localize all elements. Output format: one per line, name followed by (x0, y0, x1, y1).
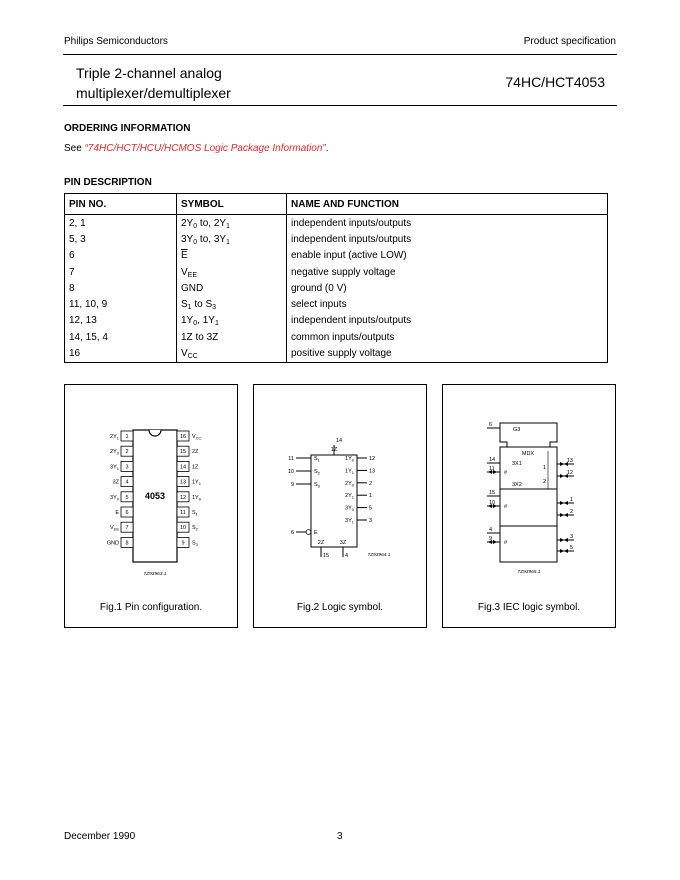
function-cell: independent inputs/outputs (287, 313, 608, 329)
column-header-function: NAME AND FUNCTION (287, 194, 608, 215)
table-row (65, 329, 608, 345)
document-title (76, 63, 231, 103)
pin-configuration-diagram (65, 385, 237, 627)
function-cell: positive supply voltage (287, 345, 608, 362)
arrow-mark (493, 540, 497, 544)
symbol-cell: $\overline{E}$ (177, 248, 287, 264)
pin-number: 13 (566, 458, 573, 464)
table-row (65, 231, 608, 247)
pin-label: $1Y_1$ (345, 468, 354, 475)
table-row (65, 248, 608, 264)
function-cell: negative supply voltage (287, 264, 608, 280)
pin-label: 1Z (192, 464, 199, 471)
pin-number: 12 (179, 494, 187, 501)
pin-number: 12 (369, 456, 376, 462)
pin-label: $S_3$ (192, 540, 198, 547)
arrow-mark (560, 549, 564, 553)
pin-number: 9 (181, 540, 185, 547)
pin-number: 10 (287, 469, 294, 475)
pin-number: 3 (569, 534, 573, 540)
function-cell: ground (0 V) (287, 280, 608, 296)
pin-number: 3 (125, 464, 129, 471)
control-label: G3 (513, 427, 521, 433)
pin-label: 2Z (317, 540, 325, 546)
pin-label: $2Y_0$ (345, 480, 354, 488)
pin-number: 2 (369, 480, 373, 487)
pin-label: $S_2$ (314, 469, 320, 476)
pin-cell: 8 (65, 280, 177, 296)
pin-number: 4 (345, 553, 349, 559)
header-rule (63, 54, 617, 55)
symbol-cell: $V_{CC}$ (177, 345, 287, 362)
pin-label: $S_3$ (314, 482, 320, 489)
pin-number: 5 (125, 494, 129, 501)
iec-symbol-diagram (443, 385, 615, 627)
pin-label: $S_1$ (192, 510, 198, 517)
header-company: Philips Semiconductors (64, 36, 168, 47)
ordering-text (64, 143, 329, 154)
pin-number: 15 (323, 553, 330, 559)
symbol-cell: $2Y_0$ to, $2Y_1$ (177, 215, 287, 232)
pin-label: $2Y_1$ (110, 434, 119, 441)
arrow-mark (564, 549, 568, 553)
pin-number: 6 (290, 530, 294, 536)
pin-cell: 2, 1 (65, 215, 177, 232)
pin-number: 1 (125, 434, 129, 440)
pin-label: E (314, 530, 318, 536)
function-cell: common inputs/outputs (287, 329, 608, 345)
pin-number: 11 (180, 510, 186, 516)
pin-number: 9 (290, 482, 294, 488)
arrow-mark (560, 474, 564, 478)
pin-number: 10 (489, 500, 496, 506)
pin-number: 15 (489, 490, 496, 496)
function-cell: independent inputs/outputs (287, 231, 608, 247)
pin-number: 13 (369, 468, 376, 475)
pin-description-table (64, 193, 608, 363)
arrow-mark (564, 538, 568, 542)
pin-label: 2Z (192, 449, 199, 456)
pin-cell: 7 (65, 264, 177, 280)
pin-label: $S_1$ (314, 456, 320, 463)
pin-cell: 6 (65, 248, 177, 264)
package-info-link[interactable]: “74HC/HCT/HCU/HCMOS Logic Package Information” (84, 143, 326, 154)
pin-number: 8 (125, 540, 129, 547)
symbol-cell: GND (177, 280, 287, 296)
title-rule (63, 105, 617, 106)
pin-number: 1 (369, 493, 373, 500)
pin-label: 3X2 (512, 482, 522, 488)
pin-number: 9 (489, 536, 493, 542)
pin-label: $2Y_1$ (345, 493, 354, 500)
table-row (65, 264, 608, 280)
table-header-row (65, 194, 608, 215)
pin-number: 5 (569, 545, 573, 551)
page-number: 3 (337, 831, 343, 842)
table-row (65, 296, 608, 312)
arrow-mark (560, 501, 564, 505)
pin-label: 1Z (330, 447, 338, 453)
title-line-1: Triple 2-channel analog (76, 65, 222, 81)
pin-number: 16 (179, 434, 187, 440)
pin-label: # (504, 504, 508, 510)
arrow-mark (560, 513, 564, 517)
pin-number: 7 (125, 525, 129, 532)
chip-label: 4053 (144, 491, 166, 501)
pin-label: GND (106, 540, 119, 547)
pin-number: 6 (489, 422, 493, 428)
header-doc-type: Product specification (523, 36, 616, 47)
pin-number: 4 (125, 479, 129, 486)
pin-cell: 11, 10, 9 (65, 296, 177, 312)
figure-iec-logic-symbol (442, 384, 616, 628)
pin-label: $S_2$ (192, 525, 198, 532)
pin-label: $V_{EE}$ (109, 525, 119, 532)
pin-number: 10 (179, 525, 187, 532)
figure-logic-symbol (253, 384, 427, 628)
pin-number: 12 (566, 470, 573, 476)
pin-number: 13 (179, 479, 187, 486)
symbol-cell: $S_1$ to $S_3$ (177, 296, 287, 312)
pin-number: 6 (125, 510, 129, 516)
pin-label: 1 (542, 465, 546, 471)
function-cell: independent inputs/outputs (287, 215, 608, 232)
arrow-mark (560, 538, 564, 542)
pin-cell: 14, 15, 4 (65, 329, 177, 345)
arrow-mark (564, 501, 568, 505)
control-block (500, 423, 557, 447)
figure-1-caption: Fig.1 Pin configuration. (99, 602, 203, 613)
pin-label: $2Y_0$ (110, 449, 119, 456)
pin-cell: 5, 3 (65, 231, 177, 247)
see-suffix: . (325, 143, 329, 154)
pin-label: 3X1 (512, 461, 522, 467)
pin-label: $V_{CC}$ (192, 434, 202, 441)
pin-label: 2 (542, 479, 546, 485)
pin-number: 3 (369, 518, 373, 524)
symbol-cell: $V_{EE}$ (177, 264, 287, 280)
pin-label: $1Y_0$ (192, 494, 201, 502)
pin-label: $1Y_1$ (192, 479, 201, 487)
pin-number: 14 (489, 457, 496, 463)
symbol-cell: $1Y_0$, $1Y_1$ (177, 313, 287, 329)
figure-pin-configuration (64, 384, 238, 628)
pin-number: 14 (336, 438, 343, 444)
package-notch (149, 430, 161, 436)
pin-number: 4 (489, 527, 493, 533)
table-row (65, 313, 608, 329)
figure-code: 7Z93964.1 (367, 553, 391, 558)
pin-cell: 12, 13 (65, 313, 177, 329)
symbol-cell: $3Y_0$ to, $3Y_1$ (177, 231, 287, 247)
pin-label: # (504, 540, 508, 546)
function-cell: select inputs (287, 296, 608, 312)
pin-number: 2 (569, 509, 573, 515)
pin-label: E (115, 510, 119, 516)
column-header-pin: PIN NO. (65, 194, 177, 215)
arrow-mark (564, 513, 568, 517)
pin-description-heading: PIN DESCRIPTION (64, 177, 152, 188)
logic-symbol-diagram (254, 385, 426, 627)
pin-cell: 16 (65, 345, 177, 362)
pin-label: $1Y_0$ (345, 456, 354, 463)
figure-code: 7Z93965.1 (517, 570, 541, 575)
pin-label: $3Y_1$ (110, 464, 119, 471)
inversion-bubble (306, 530, 311, 535)
pin-label: # (504, 470, 508, 476)
figure-2-caption: Fig.2 Logic symbol. (296, 602, 384, 613)
figure-code: 7Z93963.1 (143, 572, 167, 577)
pin-label: $3Y_0$ (345, 505, 354, 513)
title-line-2: multiplexer/demultiplexer (76, 85, 231, 101)
pin-number: 2 (125, 449, 129, 456)
column-header-symbol: SYMBOL (177, 194, 287, 215)
table-row (65, 215, 608, 232)
mdx-box (500, 447, 557, 562)
part-number: 74HC/HCT4053 (505, 74, 605, 90)
function-cell: enable input (active LOW) (287, 248, 608, 264)
pin-number: 5 (369, 505, 373, 512)
figure-3-caption: Fig.3 IEC logic symbol. (477, 602, 581, 613)
pin-number: 11 (489, 466, 495, 472)
pin-label: 3Z (339, 540, 347, 546)
pin-label: $3Y_1$ (345, 518, 354, 525)
pin-label: 3Z (112, 479, 119, 486)
pin-number: 15 (179, 449, 187, 456)
footer-date: December 1990 (64, 831, 136, 842)
see-prefix: See (64, 143, 85, 154)
pin-number: 11 (288, 456, 294, 462)
arrow-mark (560, 462, 564, 466)
ordering-heading: ORDERING INFORMATION (64, 123, 191, 134)
table-row (65, 280, 608, 296)
table-row (65, 345, 608, 362)
mdx-label: MDX (521, 451, 535, 457)
pin-number: 14 (179, 464, 187, 471)
pin-label: $3Y_0$ (110, 494, 119, 502)
symbol-cell: 1Z to 3Z (177, 329, 287, 345)
pin-number: 1 (569, 497, 573, 503)
